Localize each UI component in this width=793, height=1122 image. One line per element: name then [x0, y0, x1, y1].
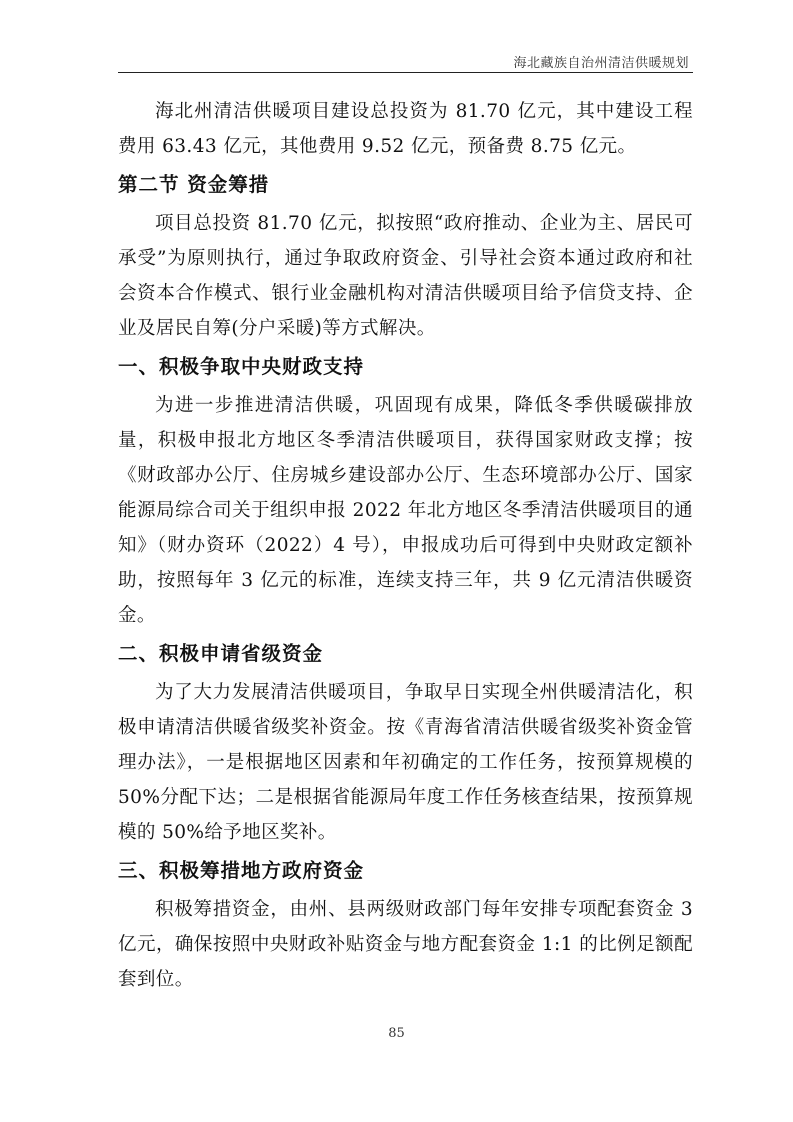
header-rule	[118, 72, 693, 73]
page-number: 85	[388, 1026, 405, 1041]
section-paragraph: 项目总投资 81.70 亿元，拟按照“政府推动、企业为主、居民可承受”为原则执行，通过争取政府资金、引导社会资本通过政府和社会资本合作模式、银行业金融机构对清洁供暖项目给予信贷支持、企业及居民自筹(分户采暖)等方式解决。	[118, 213, 693, 339]
page-content	[118, 94, 693, 997]
subsection-3-title: 三、积极筹措地方政府资金	[118, 859, 365, 882]
subsection-3-paragraph: 积极筹措资金，由州、县两级财政部门每年安排专项配套资金 3 亿元，确保按照中央财政补贴资金与地方配套资金 1:1 的比例足额配套到位。	[118, 899, 693, 990]
intro-paragraph: 海北州清洁供暖项目建设总投资为 81.70 亿元，其中建设工程费用 63.43 亿元，其他费用 9.52 亿元，预备费 8.75 亿元。	[118, 101, 693, 157]
subsection-1-paragraph: 为进一步推进清洁供暖，巩固现有成果，降低冬季供暖碳排放量，积极申报北方地区冬季清洁供暖项目，获得国家财政支撑；按《财政部办公厅、住房城乡建设部办公厅、生态环境部办公厅、国家能源局综合司关于组织申报 2022 年北方地区冬季清洁供暖项目的通知》（财办资环（2022）4 号），申报成功后可得到中央财政定额补助，按照每年 3 亿元的标准，连续支持三年，共 9 亿元清洁供暖资金。	[118, 395, 693, 626]
section-title: 第二节 资金筹措	[118, 173, 270, 196]
running-header: 海北藏族自治州清洁供暖规划	[513, 56, 689, 71]
subsection-2-title: 二、积极申请省级资金	[118, 642, 324, 665]
subsection-1-title: 一、积极争取中央财政支持	[118, 355, 365, 378]
subsection-2-paragraph: 为了大力发展清洁供暖项目，争取早日实现全州供暖清洁化，积极申请清洁供暖省级奖补资金。按《青海省清洁供暖省级奖补资金管理办法》，一是根据地区因素和年初确定的工作任务，按预算规模的 50%分配下达；二是根据省能源局年度工作任务核查结果，按预算规模的 50%给予地区奖补。	[118, 682, 693, 843]
